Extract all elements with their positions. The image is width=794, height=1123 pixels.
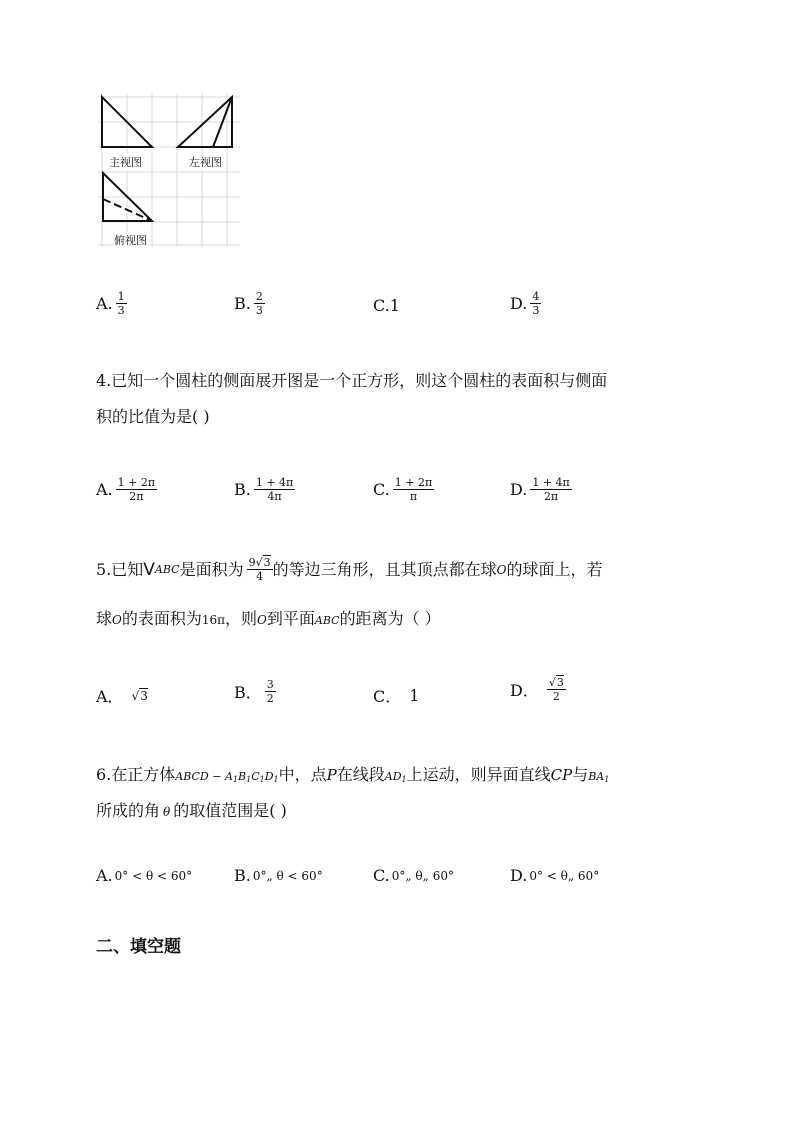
q4-option-b[interactable]: B. $\frac{1 + 4\pi}{4\pi}$	[234, 476, 294, 503]
q4-option-c[interactable]: C. $\frac{1 + 2\pi}{\pi}$	[373, 476, 433, 503]
q4-stem-line2: 积的比值为是( )	[96, 407, 210, 426]
q5-option-b[interactable]: B． $\frac{3}{2}$	[234, 678, 274, 705]
q6-option-c[interactable]: C. 0°„ θ„ 60°	[373, 866, 454, 885]
three-view-figure	[98, 93, 240, 247]
q6-option-a[interactable]: A. 0° < θ < 60°	[96, 866, 193, 885]
q5-stem-line2: 球O的表面积为16π，则O到平面ABC的距离为（ ）	[96, 609, 441, 628]
q5-option-c[interactable]: C． 1	[373, 686, 420, 706]
top-view-label: 俯视图	[114, 234, 147, 247]
q6-option-b[interactable]: B. 0°„ θ < 60°	[234, 866, 323, 885]
q3-option-a[interactable]: A. $\frac{1}{3}$	[96, 290, 125, 317]
q5-area-fraction: $\frac{9√3}{4}$	[248, 556, 271, 583]
q3-option-c[interactable]: C.1	[373, 296, 400, 315]
q5-option-a[interactable]: A． √3	[96, 687, 148, 706]
q4-stem-line1: 4.已知一个圆柱的侧面展开图是一个正方形，则这个圆柱的表面积与侧面	[96, 371, 608, 390]
q5-option-d[interactable]: D． $\frac{√3}{2}$	[510, 676, 564, 703]
section-heading: 二、填空题	[96, 937, 181, 957]
q5-stem-line1: 5.已知 V ABC 是面积为 $\frac{9√3}{4}$ 的等边三角形，且其顶点都在球 O 的球面上，若	[96, 556, 603, 583]
q6-stem-line1: 6.在正方体ABCD − $A_1B_1C_1D_1$中，点P在线段$AD_1$上运动，则异面直线CP与$BA_1$	[96, 765, 610, 784]
q6-option-d[interactable]: D. 0° < θ„ 60°	[510, 866, 600, 885]
q6-stem-line2: 所成的角 θ 的取值范围是( )	[96, 801, 287, 820]
grid-lines	[98, 93, 240, 247]
front-view-label: 主视图	[109, 156, 142, 169]
q4-option-d[interactable]: D. $\frac{1 + 4\pi}{2\pi}$	[510, 476, 570, 503]
q4-option-a[interactable]: A. $\frac{1 + 2\pi}{2\pi}$	[96, 476, 156, 503]
q3-option-d[interactable]: D. $\frac{4}{3}$	[510, 290, 540, 317]
q3-option-b[interactable]: B. $\frac{2}{3}$	[234, 290, 263, 317]
left-view-label: 左视图	[189, 156, 222, 169]
